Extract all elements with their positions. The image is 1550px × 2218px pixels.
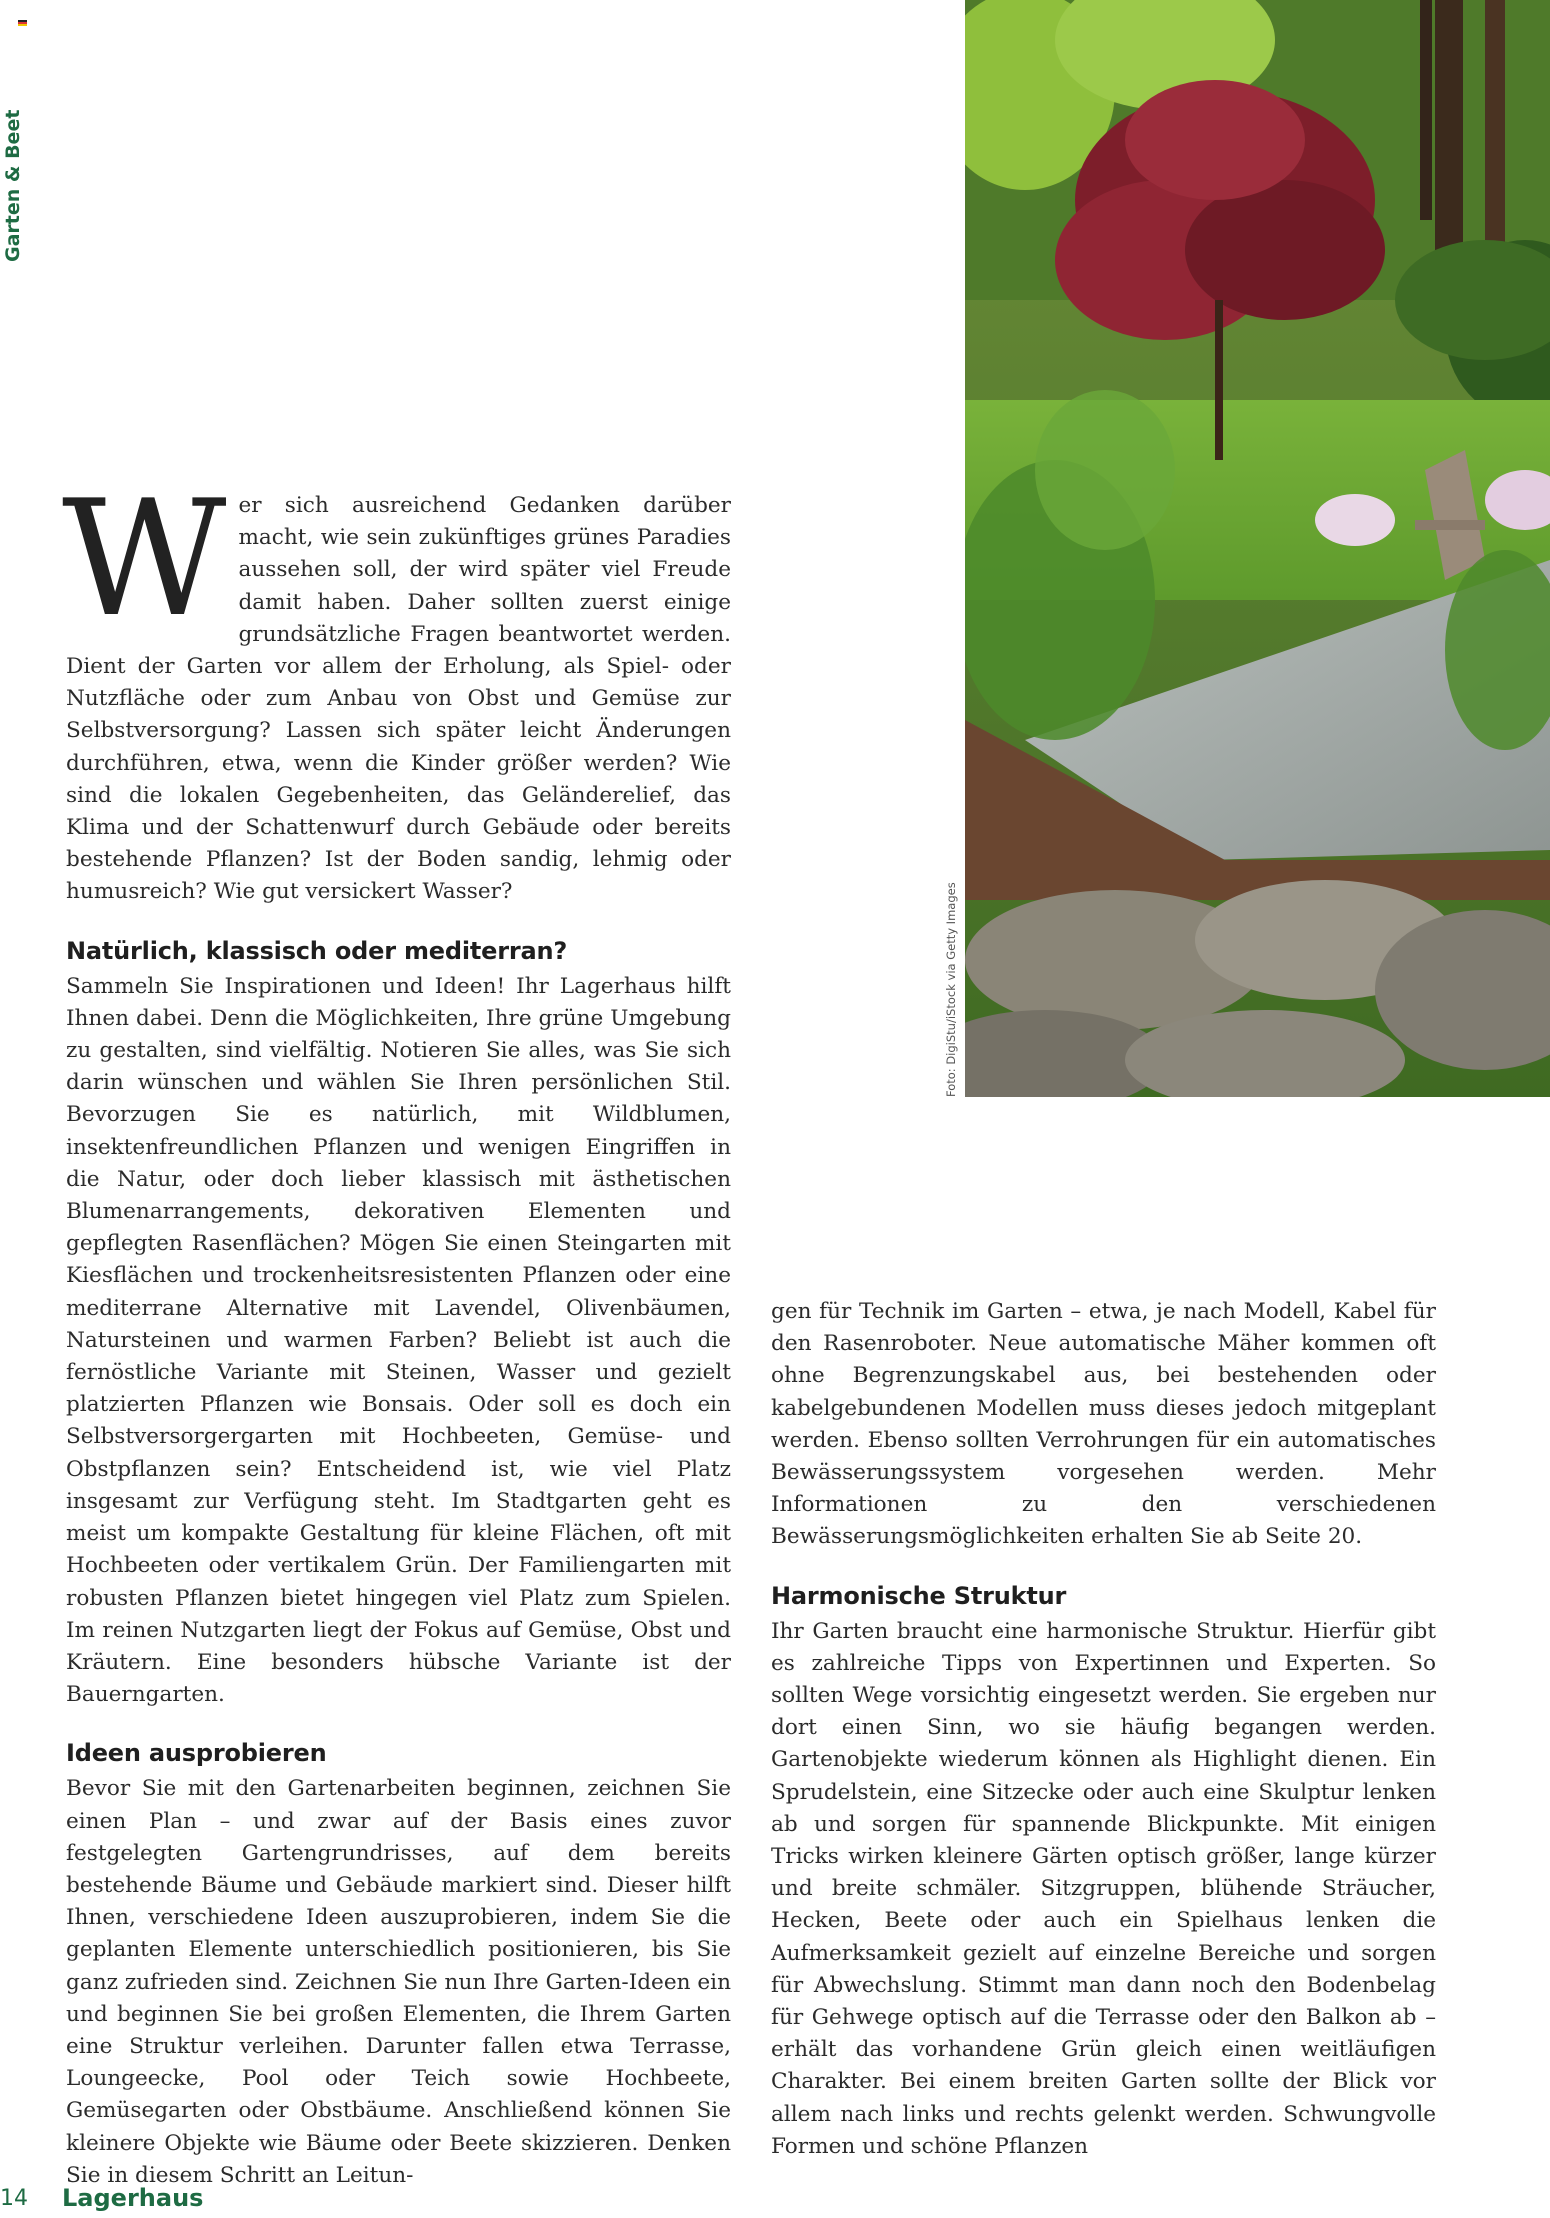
section2-continuation: gen für Technik im Garten – etwa, je nach Modell, Kabel für den Rasenroboter. Neue automatische Mäher kommen oft ohne Begrenzungskabel aus, bei bestehenden oder kabelgebundenen Modellen muss dieses jedoch mitgeplant werden. Ebenso sollten Verrohrungen für ein automatisches Bewässerungssystem vorgesehen werden. Mehr Informationen zu den verschiedenen Bewässerungsmöglichkeiten erhalten Sie ab Seite 20. bbox=[771, 1299, 1436, 1550]
section2-text: Bevor Sie mit den Gartenarbeiten beginnen, zeichnen Sie einen Plan – und zwar auf der Basis eines zuvor festgelegten Gartengrundrisses, auf dem bereits bestehende Bäume und Gebäude markiert sind. Dieser hilft Ihnen, verschiedene Ideen auszuprobieren, indem Sie die geplanten Elemente unterschiedlich positionieren, bis Sie ganz zufrieden sind. Zeichnen Sie nun Ihre Garten-Ideen ein und beginnen Sie bei großen Elementen, die Ihrem Garten eine Struktur verleihen. Darunter fallen etwa Terrasse, Loungeecke, Pool oder Teich sowie Hochbeete, Gemüsegarten oder Obstbäume. Anschließend können Sie kleinere Objekte wie Bäume oder Beete skizzieren. Denken Sie in diesem Schritt an Leitun- bbox=[66, 1776, 731, 2188]
heading-natuerlich: Natürlich, klassisch oder mediterran? bbox=[66, 936, 568, 965]
page-number: 14 bbox=[0, 2186, 28, 2211]
heading-ideen: Ideen ausprobieren bbox=[66, 1739, 327, 1768]
intro-text: er sich ausreichend Gedanken darüber macht, wie sein zukünftiges grünes Paradies aussehen soll, der wird später viel Freude damit haben. Daher sollten zuerst einige grundsätzliche Fragen beantwortet werden. Dient der Garten vor allem der Erholung, als Spiel- oder Nutzfläche oder zum Anbau von Obst und Gemüse zur Selbstversorgung? Lassen sich später leicht Änderungen durchführen, etwa, wenn die Kinder größer werden? Wie sind die lokalen Gegebenheiten, das Geländerelief, das Klima und der Schattenwurf durch Gebäude oder bereits bestehende Pflanzen? Ist der Boden sandig, lehmig oder humusreich? Wie gut versickert Wasser? bbox=[66, 493, 731, 905]
intro-paragraph bbox=[62, 465, 731, 909]
section1-text: Sammeln Sie Inspirationen und Ideen! Ihr Lagerhaus hilft Ihnen dabei. Denn die Möglichkeiten, Ihre grüne Umgebung zu gestalten, sind vielfältig. Notieren Sie alles, was Sie sich darin wünschen und wählen Sie Ihren persönlichen Stil. Bevorzugen Sie es natürlich, mit Wildblumen, insektenfreundlichen Pflanzen und wenigen Eingriffen in die Natur, oder doch lieber klassisch mit ästhetischen Blumenarrangements, dekorativen Elementen und gepflegten Rasenflächen? Mögen Sie einen Steingarten mit Kiesflächen und trockenheitsresistenten Pflanzen oder eine mediterrane Alternative mit Lavendel, Olivenbäumen, Natursteinen und warmen Farben? Beliebt ist auch die fernöstliche Variante mit Steinen, Wasser und gezielt platzierten Pflanzen wie Bonsais. Oder soll es doch ein Selbstversorgergarten mit Hochbeeten, Gemüse- und Obstpflanzen sein? Entscheidend ist, wie viel Platz insgesamt zur Verfügung steht. Im Stadtgarten geht es meist um kompakte Gestaltung für kleine Flächen, oft mit Hochbeeten oder vertikalem Grün. Der Familiengarten mit robusten Pflanzen bietet hingegen viel Platz zum Spielen. Im reinen Nutzgarten liegt der Fokus auf Gemüse, Obst und Kräutern. Eine besonders hübsche Variante ist der Bauerngarten. bbox=[66, 973, 731, 1708]
heading-harmonische-struktur: Harmonische Struktur bbox=[771, 1581, 1067, 1610]
flag-icon bbox=[18, 20, 27, 26]
section3-text: Ihr Garten braucht eine harmonische Struktur. Hierfür gibt es zahlreiche Tipps von Expertinnen und Experten. So sollten Wege vorsichtig eingesetzt werden. Sie ergeben nur dort einen Sinn, wo sie häufig begangen werden. Gartenobjekte wiederum können als Highlight dienen. Ein Sprudelstein, eine Sitzecke oder auch eine Skulptur lenken ab und sorgen für spannende Blickpunkte. Mit einigen Tricks wirken kleinere Gärten optisch größer, lange kürzer und breite schmäler. Sitzgruppen, blühende Sträucher, Hecken, Beete oder auch ein Spielhaus lenken die Aufmerksamkeit gezielt auf einzelne Bereiche und sorgen für Abwechslung. Stimmt man dann noch den Bodenbelag für Gehwege optisch auf die Terrasse oder den Balkon ab – erhält das vorhandene Grün gleich einen weitläufigen Charakter. Bei einem breiten Garten sollte der Blick vor allem nach links und rechts gelenkt werden. Schwungvolle Formen und schöne Pflanzen bbox=[771, 1618, 1436, 2159]
section-label: Garten & Beet bbox=[2, 109, 24, 262]
garden-photo bbox=[965, 0, 1550, 1097]
left-column bbox=[62, 465, 731, 2192]
drop-cap: W bbox=[62, 465, 227, 652]
brand-logo: Lagerhaus bbox=[62, 2184, 204, 2212]
photo-credit: Foto: DigiStu/iStock via Getty Images bbox=[944, 882, 958, 1097]
right-column bbox=[771, 1296, 1436, 2163]
